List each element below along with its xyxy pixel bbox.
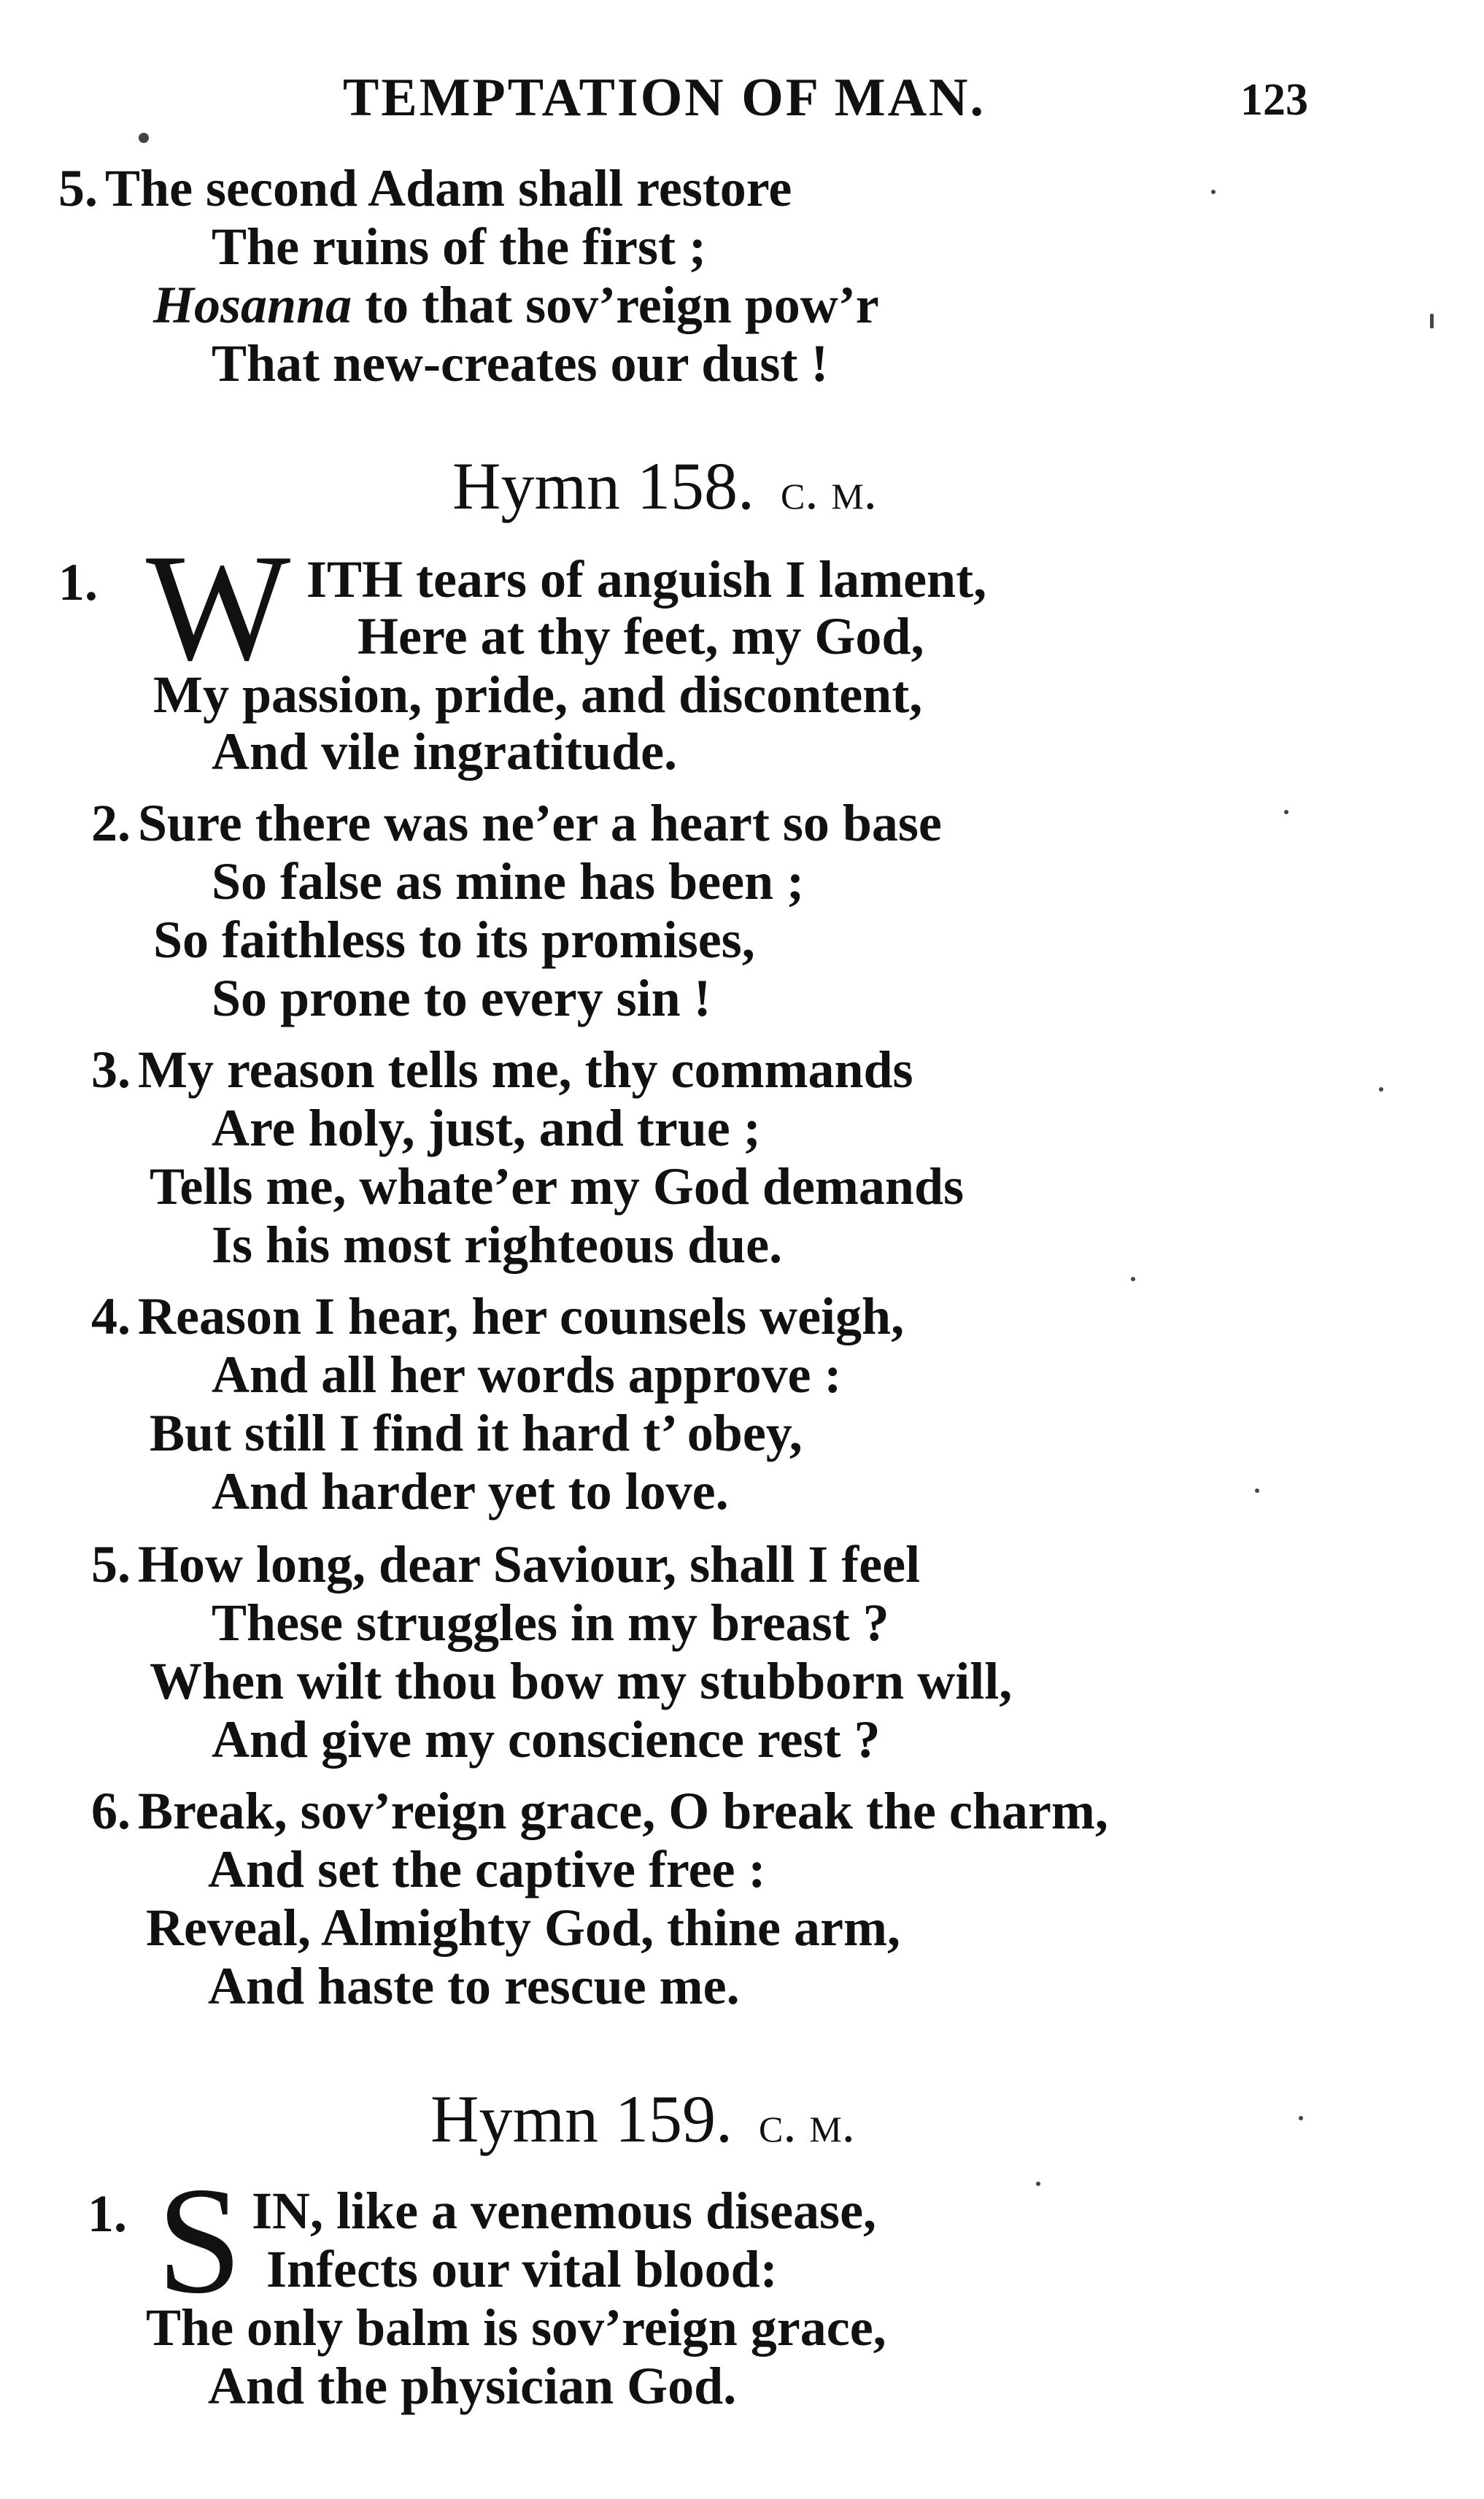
verse-line: And the physician God. [208, 2357, 737, 2415]
verse-number: 4. [91, 1287, 131, 1345]
verse-line: So faithless to its promises, [153, 911, 755, 969]
verse-line [91, 794, 942, 852]
verse-line: And vile ingratitude. [212, 722, 678, 781]
verse-text: The second Adam shall restore [105, 159, 792, 217]
verse-line: And set the captive free : [208, 1840, 766, 1899]
verse-line [91, 1535, 921, 1594]
hymn-title: Hymn 158. [452, 449, 754, 523]
scan-speck [1131, 1277, 1135, 1281]
hymn-metre: c. m. [759, 2095, 855, 2153]
verse-line: Infects our vital blood: [266, 2240, 778, 2298]
hymn-metre: c. m. [781, 462, 877, 520]
verse-line [153, 276, 879, 334]
verse-line: Are holy, just, and true ; [212, 1099, 761, 1157]
scan-speck [1036, 2182, 1040, 2186]
verse-text: Reason I hear, her counsels weigh, [138, 1287, 905, 1345]
verse-line: The ruins of the first ; [212, 217, 706, 276]
drop-cap: W [146, 523, 291, 692]
verse-line: Is his most righteous due. [212, 1216, 783, 1274]
verse-line: And haste to rescue me. [208, 1957, 740, 2015]
verse-line: My passion, pride, and discontent, [153, 665, 923, 724]
scan-speck [139, 133, 149, 143]
verse-line: The only balm is sov’reign grace, [146, 2298, 886, 2357]
verse-line [91, 1287, 905, 1345]
verse-number: 1. [88, 2185, 127, 2243]
verse-line: And give my conscience rest ? [212, 1710, 881, 1769]
page-number: 123 [1240, 75, 1308, 125]
scan-speck [1255, 1488, 1259, 1493]
verse-number: 1. [58, 553, 98, 611]
verse-number: 5. [58, 159, 98, 217]
hymn-heading [430, 2082, 855, 2156]
drop-cap: S [157, 2156, 242, 2325]
verse-line: And all her words approve : [212, 1345, 842, 1404]
running-title: TEMPTATION OF MAN. [343, 68, 986, 128]
verse-line [91, 1040, 913, 1099]
italic-word: Hosanna [153, 276, 352, 334]
verse-text: to that sov’reign pow’r [365, 276, 879, 334]
scan-speck [1299, 2116, 1303, 2120]
scan-speck [1379, 1087, 1383, 1092]
verse-line: When wilt thou bow my stubborn will, [150, 1652, 1013, 1710]
verse-line: These struggles in my breast ? [212, 1594, 889, 1652]
running-head [0, 67, 1484, 133]
hymn-title: Hymn 159. [430, 2082, 733, 2156]
verse-line: Here at thy feet, my God, [358, 607, 924, 665]
verse-number: 5. [91, 1535, 131, 1594]
verse-line: Tells me, whate’er my God demands [150, 1157, 964, 1216]
verse-text: How long, dear Saviour, shall I feel [138, 1535, 921, 1594]
verse-line [91, 1782, 1108, 1840]
verse-line: But still I find it hard t’ obey, [150, 1404, 803, 1462]
verse-number: 3. [91, 1040, 131, 1099]
verse-text: Sure there was ne’er a heart so base [138, 794, 942, 852]
scan-speck [1211, 190, 1216, 194]
verse-number: 6. [91, 1782, 131, 1840]
verse-number: 2. [91, 794, 131, 852]
verse-line: So prone to every sin ! [212, 969, 711, 1027]
verse-text: My reason tells me, thy commands [138, 1040, 913, 1099]
verse-line [58, 159, 792, 217]
verse-line: Reveal, Almighty God, thine arm, [146, 1899, 900, 1957]
verse-text: Break, sov’reign grace, O break the charm, [138, 1782, 1108, 1840]
scan-speck [1284, 810, 1288, 814]
verse-line: So false as mine has been ; [212, 852, 805, 911]
hymn-heading [452, 449, 877, 523]
verse-line: That new-creates our dust ! [212, 334, 829, 393]
verse-line: ITH tears of anguish I lament, [306, 550, 987, 609]
verse-line: IN, like a venemous disease, [252, 2182, 877, 2240]
verse-line: And harder yet to love. [212, 1462, 729, 1521]
scan-speck [1430, 314, 1434, 328]
